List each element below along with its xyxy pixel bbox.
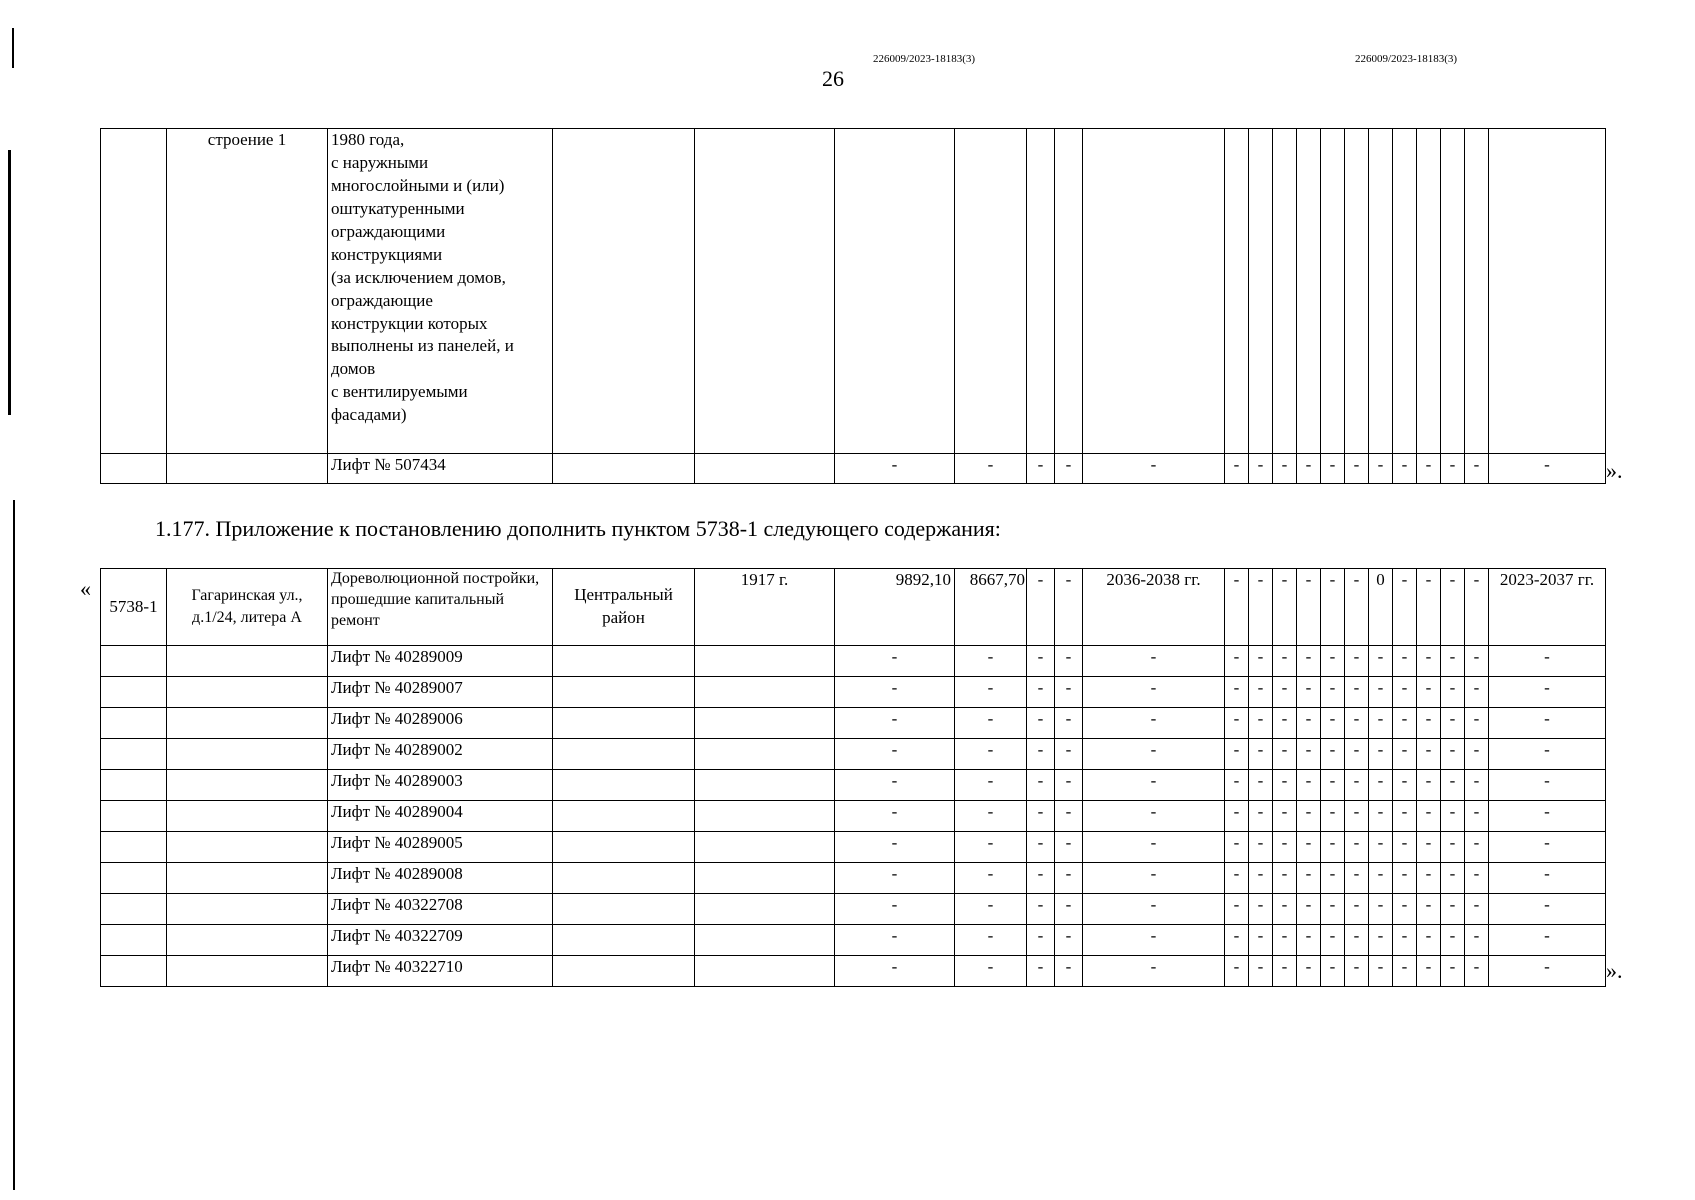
period-2-cell: 2023-2037 гг. bbox=[1489, 569, 1606, 646]
description-cell: 1980 года, с наружными многослойными и (или) оштукатуренными ограждающими конструкциями (за исключением домов, ограждающие конструкции которых выполнены из панелей, и домов с вентилируемыми фасадами) bbox=[328, 129, 553, 454]
lift-name: Лифт № 507434 bbox=[328, 454, 553, 484]
area-living-cell: 8667,70 bbox=[955, 569, 1027, 646]
table-row: Лифт № 40322708 - - - - - - - - - - - - - - - - - bbox=[101, 894, 1606, 925]
margin-line-lower bbox=[13, 500, 15, 1190]
lift-name: Лифт № 40289009 bbox=[328, 646, 553, 677]
table-row: Лифт № 40322710 - - - - - - - - - - - - - - - - - bbox=[101, 956, 1606, 987]
table-row: Лифт № 40289007 - - - - - - - - - - - - - - - - - bbox=[101, 677, 1606, 708]
addition-table bbox=[100, 568, 1606, 987]
paragraph-text: 1.177. Приложение к постановлению дополнить пунктом 5738-1 следующего содержания: bbox=[155, 516, 1001, 541]
table-row: Лифт № 507434 - - - - - - - - - - - - - - - - - bbox=[101, 454, 1606, 484]
lift-name: Лифт № 40289004 bbox=[328, 801, 553, 832]
area-total-cell: 9892,10 bbox=[835, 569, 955, 646]
margin-line-top bbox=[12, 28, 14, 68]
item-number: 5738-1 bbox=[101, 569, 167, 646]
continuation-table bbox=[100, 128, 1606, 484]
description-cell: Дореволюционной постройки, прошедшие капитальный ремонт bbox=[328, 569, 553, 646]
lift-name: Лифт № 40289006 bbox=[328, 708, 553, 739]
district-cell: Центральный район bbox=[553, 569, 695, 646]
margin-line-main bbox=[8, 150, 11, 415]
closing-quote-1: ». bbox=[1606, 458, 1623, 483]
address-cell: Гагаринская ул., д.1/24, литера А bbox=[167, 569, 328, 646]
lift-name: Лифт № 40289007 bbox=[328, 677, 553, 708]
lift-name: Лифт № 40322710 bbox=[328, 956, 553, 987]
table-row: Лифт № 40289002 - - - - - - - - - - - - - - - - - bbox=[101, 739, 1606, 770]
doc-code-right: 226009/2023-18183(3) bbox=[1355, 53, 1458, 65]
lift-name: Лифт № 40289008 bbox=[328, 863, 553, 894]
table-row: Лифт № 40289004 - - - - - - - - - - - - - - - - - bbox=[101, 801, 1606, 832]
opening-quote: « bbox=[80, 576, 91, 601]
table-row: Лифт № 40322709 - - - - - - - - - - - - - - - - - bbox=[101, 925, 1606, 956]
doc-code-center: 226009/2023-18183(3) bbox=[873, 53, 976, 65]
lift-name: Лифт № 40289005 bbox=[328, 832, 553, 863]
closing-quote-2: ». bbox=[1606, 958, 1623, 983]
table-row: 5738-1 Гагаринская ул., д.1/24, литера А Дореволюционной постройки, прошедшие капитальный ремонт Центральный район 1917 г. 9892,10 8667,70 - - 2036-2038 гг. - - - - - - 0 - - - - 2023-2037 гг. bbox=[101, 569, 1606, 646]
lift-name: Лифт № 40289002 bbox=[328, 739, 553, 770]
building-cell: строение 1 bbox=[167, 129, 328, 454]
year-cell: 1917 г. bbox=[695, 569, 835, 646]
page-number: 26 bbox=[822, 66, 844, 91]
table-row: Лифт № 40289006 - - - - - - - - - - - - - - - - - bbox=[101, 708, 1606, 739]
table-row: Лифт № 40289009 - - - - - - - - - - - - - - - - - bbox=[101, 646, 1606, 677]
table-row: Лифт № 40289005 - - - - - - - - - - - - - - - - - bbox=[101, 832, 1606, 863]
table-row: Лифт № 40289003 - - - - - - - - - - - - - - - - - bbox=[101, 770, 1606, 801]
lift-name: Лифт № 40289003 bbox=[328, 770, 553, 801]
lift-name: Лифт № 40322708 bbox=[328, 894, 553, 925]
lift-name: Лифт № 40322709 bbox=[328, 925, 553, 956]
table-row: Лифт № 40289008 - - - - - - - - - - - - - - - - - bbox=[101, 863, 1606, 894]
period-1-cell: 2036-2038 гг. bbox=[1083, 569, 1225, 646]
table-row bbox=[101, 129, 1606, 454]
